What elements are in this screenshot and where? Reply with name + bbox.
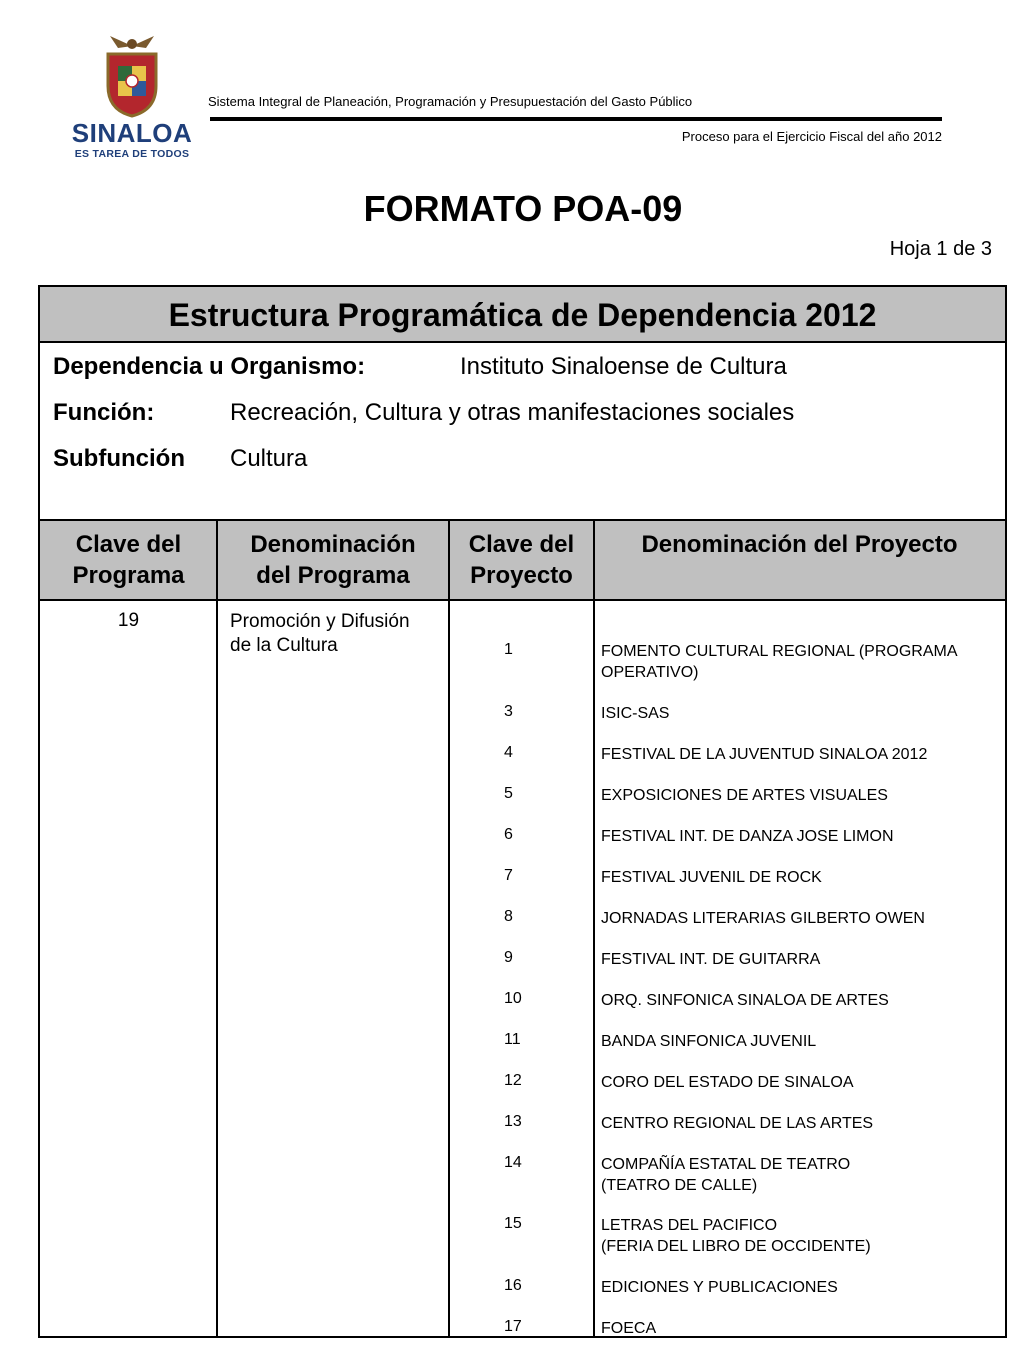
logo-wordmark: SINALOA	[71, 118, 193, 148]
project-key: 5	[504, 785, 513, 802]
dependencia-label: Dependencia u Organismo:	[53, 353, 366, 380]
project-name: FESTIVAL JUVENIL DE ROCK	[601, 869, 822, 886]
project-key: 1	[504, 641, 513, 658]
project-name: EXPOSICIONES DE ARTES VISUALES	[601, 787, 888, 804]
fiscal-process-line: Proceso para el Ejercicio Fiscal del año 2012	[681, 129, 942, 144]
project-key: 7	[504, 867, 513, 884]
header-rule	[210, 117, 942, 121]
state-coat-of-arms-icon	[62, 32, 202, 122]
system-title: Sistema Integral de Planeación, Programación y Presupuestación del Gasto Público	[208, 94, 693, 109]
project-key: 6	[504, 826, 513, 843]
funcion-label-text: Función:	[53, 399, 155, 426]
project-name: FESTIVAL DE LA JUVENTUD SINALOA 2012	[601, 746, 928, 763]
project-name: ORQ. SINFONICA SINALOA DE ARTES	[601, 992, 889, 1009]
project-name: CORO DEL ESTADO DE SINALOA	[601, 1074, 854, 1091]
project-name: ISIC-SAS	[601, 705, 670, 722]
project-name: EDICIONES Y PUBLICACIONES	[601, 1279, 838, 1296]
header-clave-programa: Clave del Programa	[40, 519, 217, 601]
project-key: 10	[504, 990, 522, 1007]
project-name: FOECA	[601, 1320, 657, 1337]
project-name: COMPAÑÍA ESTATAL DE TEATRO (TEATRO DE CALLE)	[601, 1156, 851, 1194]
subfuncion-label	[53, 445, 185, 473]
project-key: 16	[504, 1277, 522, 1294]
project-name: FESTIVAL INT. DE GUITARRA	[601, 951, 821, 968]
project-key: 12	[504, 1072, 522, 1089]
logo-slogan: ES TAREA DE TODOS	[74, 148, 190, 160]
project-key: 4	[504, 744, 513, 761]
format-title: FORMATO POA-09	[363, 188, 683, 229]
project-key: 11	[504, 1031, 521, 1048]
project-name: CENTRO REGIONAL DE LAS ARTES	[601, 1115, 874, 1132]
column-divider	[216, 519, 218, 1338]
column-divider	[448, 519, 450, 1338]
project-name: FESTIVAL INT. DE DANZA JOSE LIMON	[601, 828, 894, 845]
funcion-value: Recreación, Cultura y otras manifestaciones sociales	[230, 399, 795, 426]
project-name: BANDA SINFONICA JUVENIL	[601, 1033, 817, 1050]
project-name: FOMENTO CULTURAL REGIONAL (PROGRAMA OPERATIVO)	[601, 643, 958, 681]
dependencia-row	[53, 353, 365, 381]
project-key: 13	[504, 1113, 522, 1130]
project-name: JORNADAS LITERARIAS GILBERTO OWEN	[601, 910, 925, 927]
subfuncion-label-text: Subfunción	[53, 445, 185, 472]
program-key-cell: 19	[117, 610, 140, 631]
program-name-cell: Promoción y Difusión de la Cultura	[230, 611, 410, 656]
dependencia-value: Instituto Sinaloense de Cultura	[460, 353, 787, 380]
header-denominacion-programa: Denominación del Programa	[217, 519, 449, 601]
sheet-indicator: Hoja 1 de 3	[889, 238, 992, 260]
subfuncion-value: Cultura	[230, 445, 308, 472]
project-key: 17	[504, 1318, 522, 1335]
structure-title: Estructura Programática de Dependencia 2012	[40, 287, 1005, 343]
project-key: 9	[504, 949, 513, 966]
project-key: 3	[504, 703, 513, 720]
header-denominacion-proyecto: Denominación del Proyecto	[594, 519, 1005, 601]
funcion-label	[53, 399, 154, 427]
project-key: 14	[504, 1154, 522, 1171]
sinaloa-logo	[62, 32, 202, 162]
column-divider	[593, 519, 595, 1338]
project-key: 15	[504, 1215, 522, 1232]
program-structure-frame	[38, 285, 1007, 1338]
project-key: 8	[504, 908, 513, 925]
project-name: LETRAS DEL PACIFICO (FERIA DEL LIBRO DE OCCIDENTE)	[601, 1217, 871, 1255]
header-clave-proyecto: Clave del Proyecto	[449, 519, 594, 601]
